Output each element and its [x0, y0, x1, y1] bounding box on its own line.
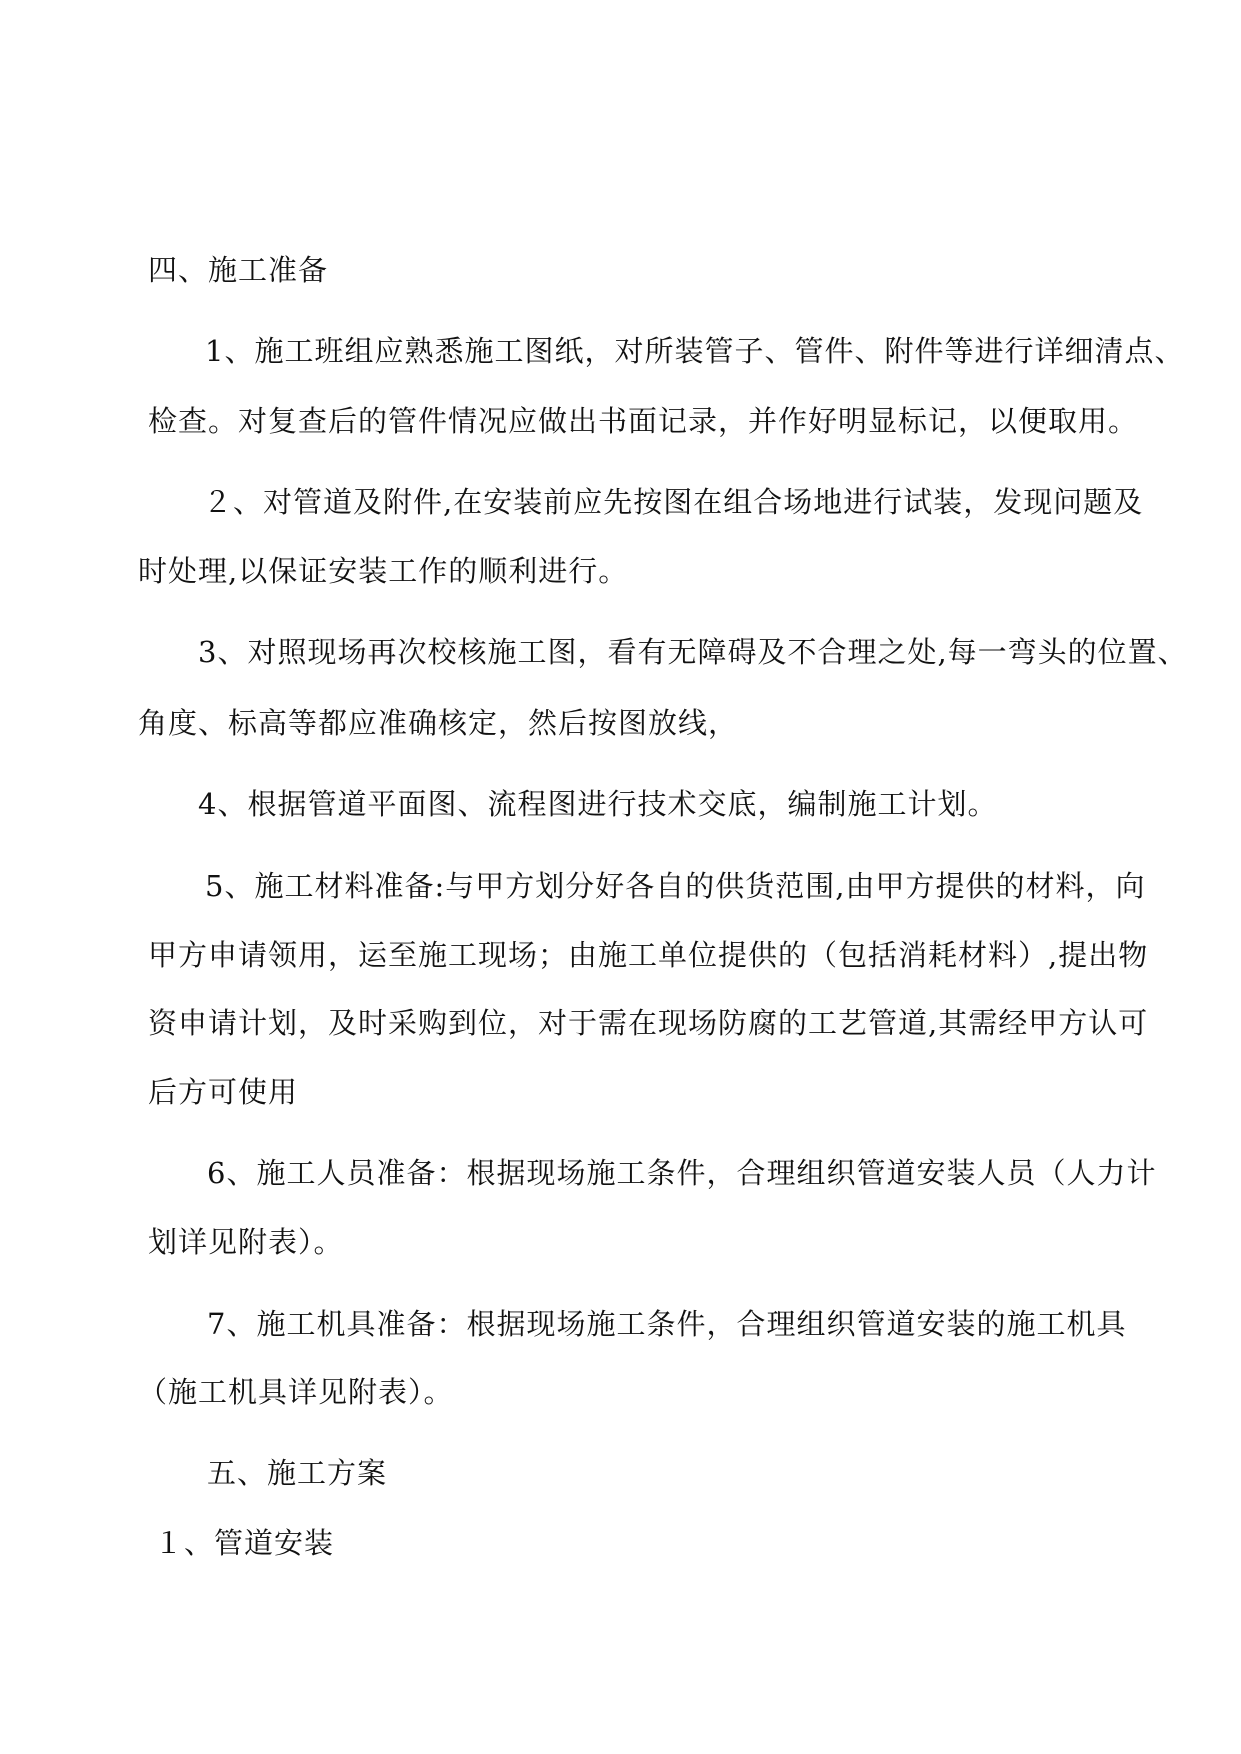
paragraph-line: 6、施工人员准备：根据现场施工条件，合理组织管道安装人员（人力计	[207, 1156, 1157, 1190]
paragraph-line: （施工机具详见附表）。	[138, 1375, 454, 1409]
paragraph-line: 资申请计划，及时采购到位，对于需在现场防腐的工艺管道,其需经甲方认可	[148, 1006, 1149, 1040]
paragraph-line: 7、施工机具准备：根据现场施工条件，合理组织管道安装的施工机具	[207, 1307, 1127, 1341]
paragraph-line: 检查。对复查后的管件情况应做出书面记录，并作好明显标记，以便取用。	[148, 404, 1139, 438]
paragraph-line: 时处理,以保证安装工作的顺利进行。	[138, 554, 629, 588]
paragraph-line: 4、根据管道平面图、流程图进行技术交底，编制施工计划。	[198, 787, 998, 821]
paragraph-line: ２、对管道及附件,在安装前应先按图在组合场地进行试装，发现问题及	[203, 485, 1144, 519]
paragraph-line: 3、对照现场再次校核施工图，看有无障碍及不合理之处,每一弯头的位置、	[198, 635, 1188, 669]
paragraph-line: 1、施工班组应熟悉施工图纸，对所装管子、管件、附件等进行详细清点、	[205, 334, 1185, 368]
subsection-heading: １、管道安装	[154, 1526, 335, 1560]
paragraph-line: 划详见附表）。	[148, 1225, 344, 1259]
paragraph-line: 甲方申请领用，运至施工现场；由施工单位提供的（包括消耗材料）,提出物	[148, 938, 1149, 972]
paragraph-line: 5、施工材料准备:与甲方划分好各自的供货范围,由甲方提供的材料，向	[205, 869, 1146, 903]
section-heading: 四、施工准备	[148, 253, 329, 287]
section-heading: 五、施工方案	[207, 1456, 388, 1490]
paragraph-line: 后方可使用	[148, 1075, 299, 1109]
paragraph-line: 角度、标高等都应准确核定，然后按图放线，	[138, 706, 739, 740]
